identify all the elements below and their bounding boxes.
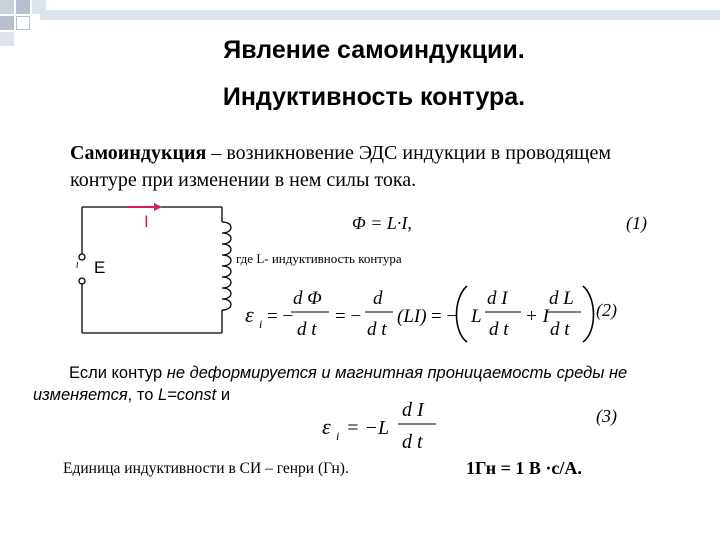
eq3-rhs: = −L (346, 417, 390, 439)
eq3-di: d I (402, 399, 424, 421)
where-inductance-text: где L- индуктивность контура (236, 251, 402, 266)
paragraph-part2: , то (127, 386, 158, 404)
henry-equation: 1Гн = 1 В ·с/А. (466, 458, 582, 478)
definition-text: – возникновение ЭДС индукции в проводящем контуре при изменении в нем силы тока. (70, 142, 611, 191)
corner-square-5 (16, 16, 30, 30)
eq2-dt-3: d t (489, 319, 509, 340)
eq2-li: (LI) (397, 306, 427, 327)
ac-source-symbol: ~ (70, 261, 85, 269)
eq3-epsilon: ε (322, 414, 331, 439)
eq2-epsilon: ε (245, 302, 254, 327)
paragraph-italic1: не деформируется и магнитная проницаемость среды не изменяется (33, 364, 628, 404)
eq2-dt-1: d t (297, 319, 317, 340)
current-arrowhead-icon (154, 203, 162, 211)
equation-2 (245, 282, 595, 344)
equation-number-3: (3) (596, 406, 617, 426)
page-subtitle: Индуктивность контура. (222, 83, 526, 111)
equation-3 (320, 398, 450, 456)
eq2-left-paren (457, 286, 468, 342)
eq3-dt: d t (402, 431, 423, 453)
terminal-top (79, 254, 85, 260)
equation-number-1: (1) (626, 213, 647, 233)
eq2-subscript: i (259, 317, 263, 331)
paragraph-italic2: L=const (157, 386, 217, 404)
flux-equation: Φ = L·I, (352, 213, 412, 233)
eq3-subscript: i (336, 429, 340, 443)
source-label: E (94, 258, 106, 277)
definition-term: Самоиндукция (70, 142, 207, 164)
eq2-l: L (471, 306, 482, 327)
eq2-right-paren (583, 286, 594, 342)
corner-square-4 (0, 16, 14, 30)
paragraph-part1: Если контур (69, 364, 167, 382)
page-title: Явление самоиндукции. (223, 36, 525, 64)
corner-square-2 (16, 0, 30, 14)
corner-square-1 (0, 0, 14, 14)
equation-number-2: (2) (596, 300, 617, 320)
definition (70, 140, 630, 194)
current-label: I (144, 212, 149, 231)
eq2-dphi: d Φ (293, 288, 322, 309)
eq2-d: d (373, 288, 383, 309)
si-unit-text: Единица индуктивности в СИ – генри (Гн). (63, 460, 349, 477)
eq2-plus-i: + I (525, 306, 549, 327)
coil-inductor (222, 222, 231, 310)
terminal-bottom (79, 278, 85, 284)
eq2-eq-minus-2: = − (335, 306, 362, 327)
eq2-dt-2: d t (367, 319, 387, 340)
top-decor-bar (40, 10, 720, 20)
paragraph-part3: и (216, 386, 231, 404)
corner-square-6 (0, 32, 14, 46)
eq2-eq-minus: = − (267, 306, 294, 327)
eq2-dl: d L (549, 288, 574, 309)
eq2-eq-minus-3: = − (431, 306, 458, 327)
eq2-di: d I (487, 288, 508, 309)
eq2-dt-4: d t (550, 319, 570, 340)
